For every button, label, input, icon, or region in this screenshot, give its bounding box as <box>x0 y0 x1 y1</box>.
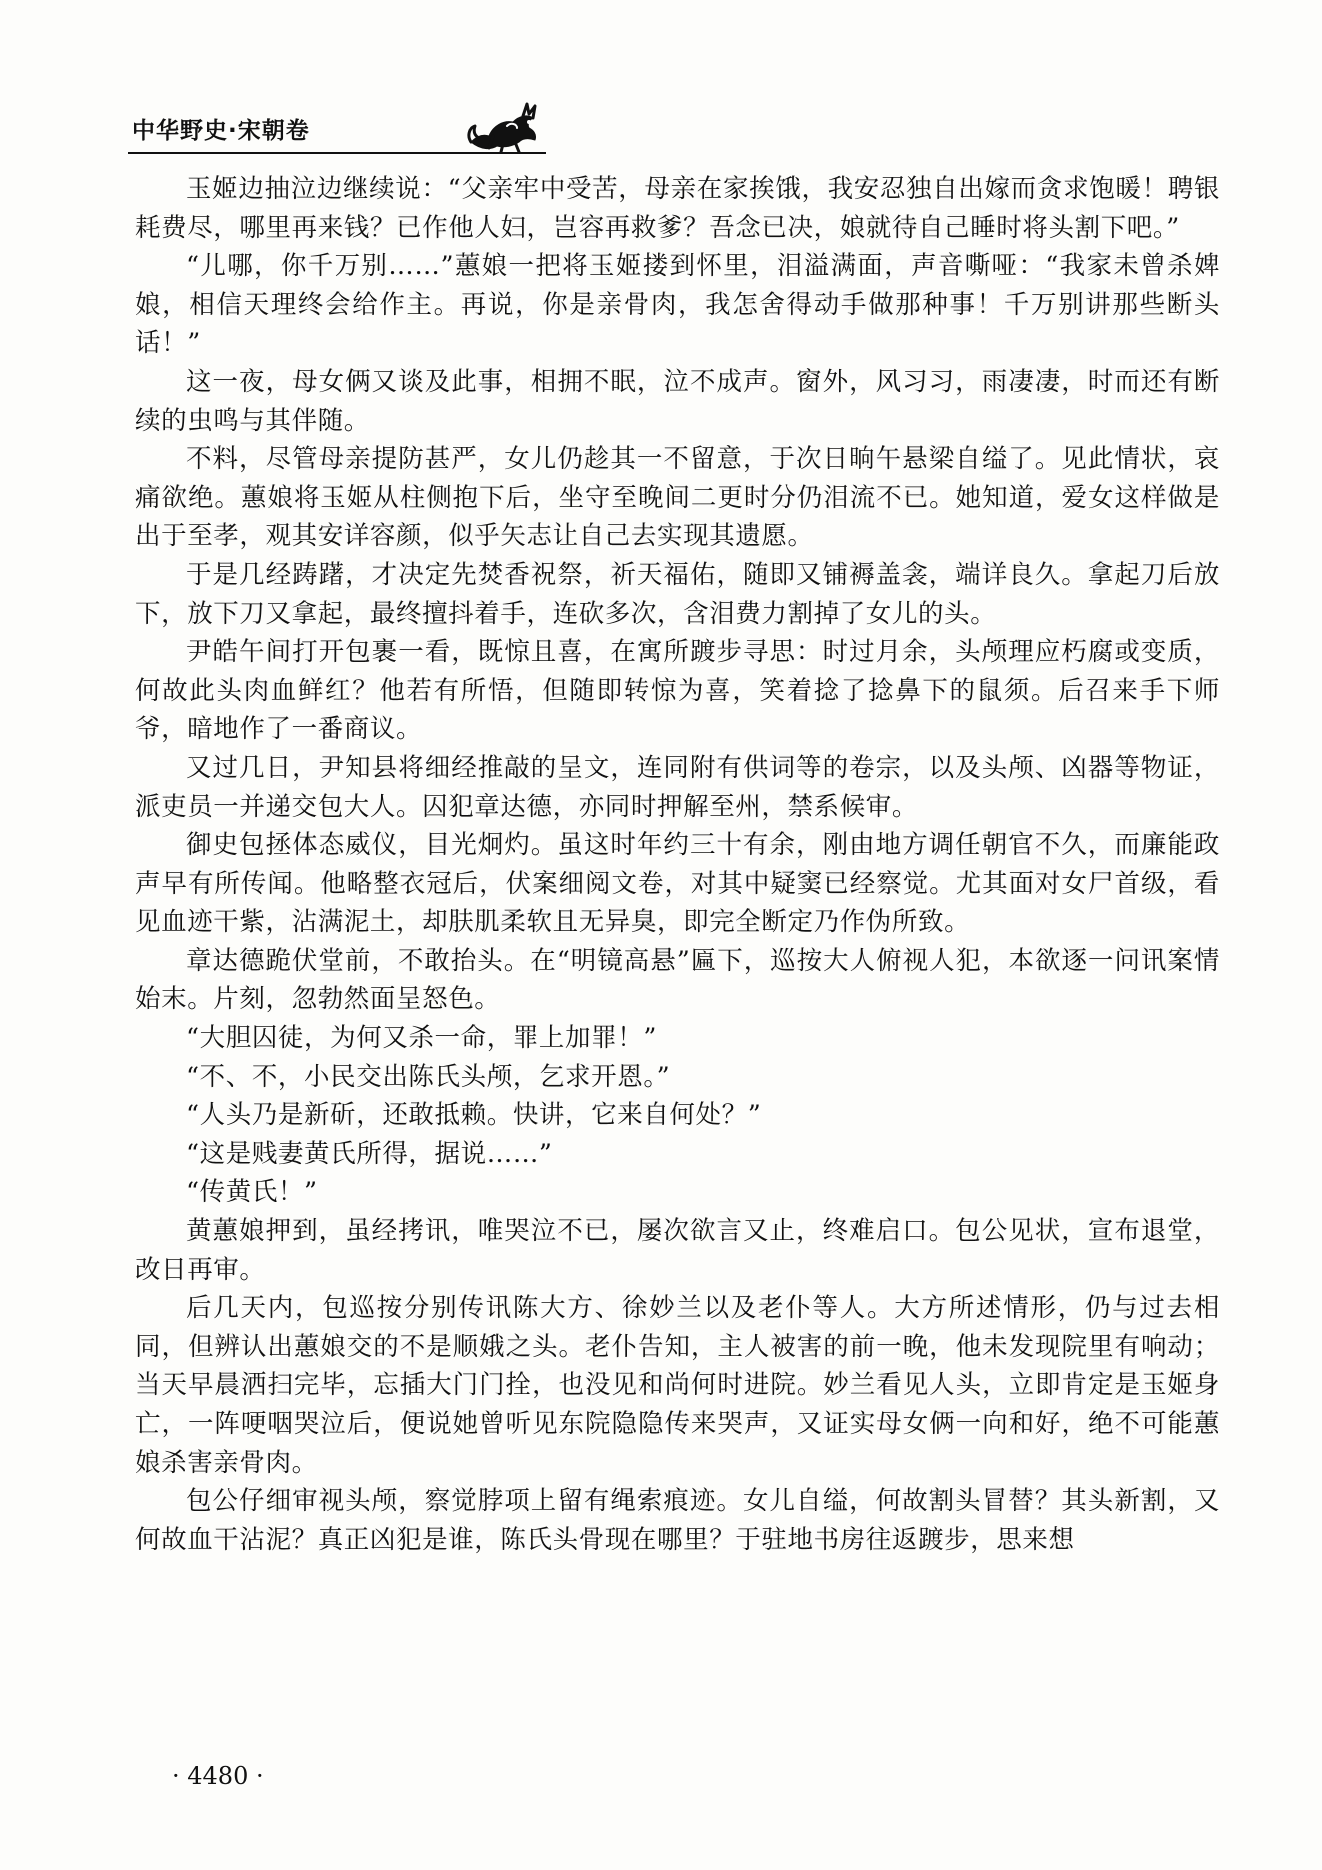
paragraph: 这一夜，母女俩又谈及此事，相拥不眠，泣不成声。窗外，风习习，雨凄凄，时而还有断续的虫鸣与其伴随。 <box>135 366 1220 436</box>
paragraph: 于是几经踌躇，才决定先焚香祝祭，祈天福佑，随即又铺褥盖衾，端详良久。拿起刀后放下，放下刀又拿起，最终擅抖着手，连砍多次，含泪费力割掉了女儿的头。 <box>135 559 1220 629</box>
paragraph: 玉姬边抽泣边继续说：“父亲牢中受苦，母亲在家挨饿，我安忍独自出嫁而贪求饱暖！聘银耗费尽，哪里再来钱？已作他人妇，岂容再救爹？吾念已决，娘就待自己睡时将头割下吧。” <box>135 174 1220 243</box>
paragraph: 包公仔细审视头颅，察觉脖项上留有绳索痕迹。女儿自缢，何故割头冒替？其头新割，又何故血干沾泥？真正凶犯是谁，陈氏头骨现在哪里？于驻地书房往返踱步，思来想 <box>135 1486 1220 1555</box>
paragraph: 御史包拯体态威仪，目光炯灼。虽这时年约三十有余，刚由地方调任朝官不久，而廉能政声早有所传闻。他略整衣冠后，伏案细阅文卷，对其中疑窦已经察觉。尤其面对女尸首级，看见血迹干紫，沾满泥土，却肤肌柔软且无异臭，即完全断定乃作伪所致。 <box>135 830 1220 938</box>
paragraph: 又过几日，尹知县将细经推敲的呈文，连同附有供词等的卷宗，以及头颅、凶器等物证，派吏员一并递交包大人。囚犯章达德，亦同时押解至州，禁系候审。 <box>135 752 1220 822</box>
header-rule <box>128 152 546 154</box>
paragraph: “传黄氏！” <box>186 1177 318 1208</box>
book-title: 中华野史·宋朝卷 <box>132 118 310 144</box>
page-number: · 4480 · <box>172 1762 264 1790</box>
paragraph: “不、不，小民交出陈氏头颅，乞求开恩。” <box>186 1061 671 1092</box>
body-text <box>135 170 1220 1559</box>
paragraph: “人头乃是新斫，还敢抵赖。快讲，它来自何处？” <box>186 1100 762 1131</box>
paragraph: 黄蕙娘押到，虽经拷讯，唯哭泣不已，屡次欲言又止，终难启口。包公见状，宣布退堂，改日再审。 <box>135 1216 1220 1285</box>
paragraph: “儿哪，你千万别……”蕙娘一把将玉姬搂到怀里，泪溢满面，声音嘶哑：“我家未曾杀婢娘，相信天理终会给作主。再说，你是亲骨肉，我怎舍得动手做那种事！千万别讲那些断头话！” <box>135 251 1220 359</box>
paragraph: “大胆囚徒，为何又杀一命，罪上加罪！” <box>186 1023 657 1054</box>
paragraph: 章达德跪伏堂前，不敢抬头。在“明镜高悬”匾下，巡按大人俯视人犯，本欲逐一问讯案情始末。片刻，忽勃然面呈怒色。 <box>135 945 1220 1015</box>
paragraph: “这是贱妻黄氏所得，据说……” <box>186 1138 553 1169</box>
paragraph: 后几天内，包巡按分别传讯陈大方、徐妙兰以及老仆等人。大方所述情形，仍与过去相同，但辨认出蕙娘交的不是顺娥之头。老仆告知，主人被害的前一晚，他未发现院里有响动；当天早晨洒扫完毕，忘插大门门拴，也没见和尚何时进院。妙兰看见人头，立即肯定是玉姬身亡，一阵哽咽哭泣后，便说她曾听见东院隐隐传来哭声，又证实母女俩一向和好，绝不可能蕙娘杀害亲骨肉。 <box>135 1293 1220 1478</box>
paragraph: 尹皓午间打开包裹一看，既惊且喜，在寓所踱步寻思：时过月余，头颅理应朽腐或变质，何故此头肉血鲜红？他若有所悟，但随即转惊为喜，笑着捻了捻鼻下的鼠须。后召来手下师爷，暗地作了一番商议。 <box>135 637 1220 745</box>
dragon-icon <box>463 96 543 154</box>
paragraph: 不料，尽管母亲提防甚严，女儿仍趁其一不留意，于次日晌午悬梁自缢了。见此情状，哀痛欲绝。蕙娘将玉姬从柱侧抱下后，坐守至晚间二更时分仍泪流不已。她知道，爱女这样做是出于至孝，观其安详容颜，似乎矢志让自己去实现其遗愿。 <box>135 444 1220 552</box>
running-header <box>128 96 546 156</box>
